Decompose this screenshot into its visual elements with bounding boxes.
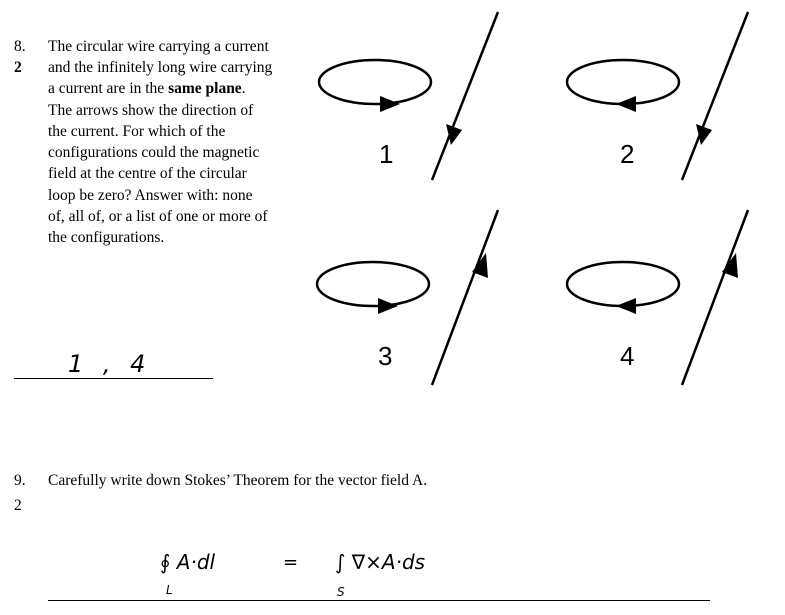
- q9-marks: 2: [14, 497, 22, 514]
- config-label: 1: [379, 139, 394, 169]
- config-2: [567, 12, 748, 180]
- q9-rhs-subscript: S: [337, 585, 345, 599]
- long-wire: [682, 210, 748, 385]
- config-4: [567, 210, 748, 385]
- circular-loop: [319, 60, 431, 104]
- circular-loop: [317, 262, 429, 306]
- q8-line: of, all of, or a list of one or more of: [48, 208, 268, 225]
- q8-line-text: a current are in the: [48, 80, 169, 97]
- q9-answer-rhs: ∫ ∇×A·ds: [335, 550, 426, 574]
- q8-number: 8.: [14, 38, 26, 55]
- q8-line-text: .: [241, 80, 246, 97]
- q9-answer-equals: =: [283, 552, 299, 573]
- q8-line: the configurations.: [48, 229, 165, 246]
- arrow-down-icon: [446, 124, 462, 145]
- q8-line: loop be zero? Answer with: none: [48, 187, 253, 204]
- q9-answer-line: [48, 600, 710, 601]
- long-wire: [432, 12, 498, 180]
- bold-phrase: same plane: [168, 80, 242, 97]
- arrow-right-icon: [378, 298, 398, 314]
- config-label: 2: [620, 139, 635, 169]
- q8-marks: 2: [14, 59, 22, 76]
- config-label: 4: [620, 341, 635, 371]
- q9-answer-lhs: ∮ A·dl: [160, 550, 216, 574]
- q8-line: field at the centre of the circular: [48, 165, 247, 182]
- q9-number: 9.: [14, 472, 26, 489]
- long-wire: [432, 210, 498, 385]
- long-wire: [682, 12, 748, 180]
- q8-answer-line: [14, 378, 213, 379]
- q8-line: The circular wire carrying a current: [48, 38, 269, 55]
- arrow-left-icon: [616, 96, 636, 112]
- config-1: [319, 12, 498, 180]
- q8-line: and the infinitely long wire carrying: [48, 59, 273, 76]
- config-3: [317, 210, 498, 385]
- circular-loop: [567, 60, 679, 104]
- q8-line: configurations could the magnetic: [48, 144, 260, 161]
- arrow-down-icon: [696, 124, 712, 145]
- q8-line: the current. For which of the: [48, 123, 226, 140]
- config-label: 3: [378, 341, 393, 371]
- q9-lhs-subscript: L: [166, 583, 173, 597]
- q9-text: Carefully write down Stokes’ Theorem for the vector field A.: [48, 472, 428, 489]
- arrow-right-icon: [380, 96, 400, 112]
- arrow-left-icon: [616, 298, 636, 314]
- q8-handwritten-answer: 1 , 4: [68, 350, 152, 378]
- q8-line: The arrows show the direction of: [48, 102, 254, 119]
- circular-loop: [567, 262, 679, 306]
